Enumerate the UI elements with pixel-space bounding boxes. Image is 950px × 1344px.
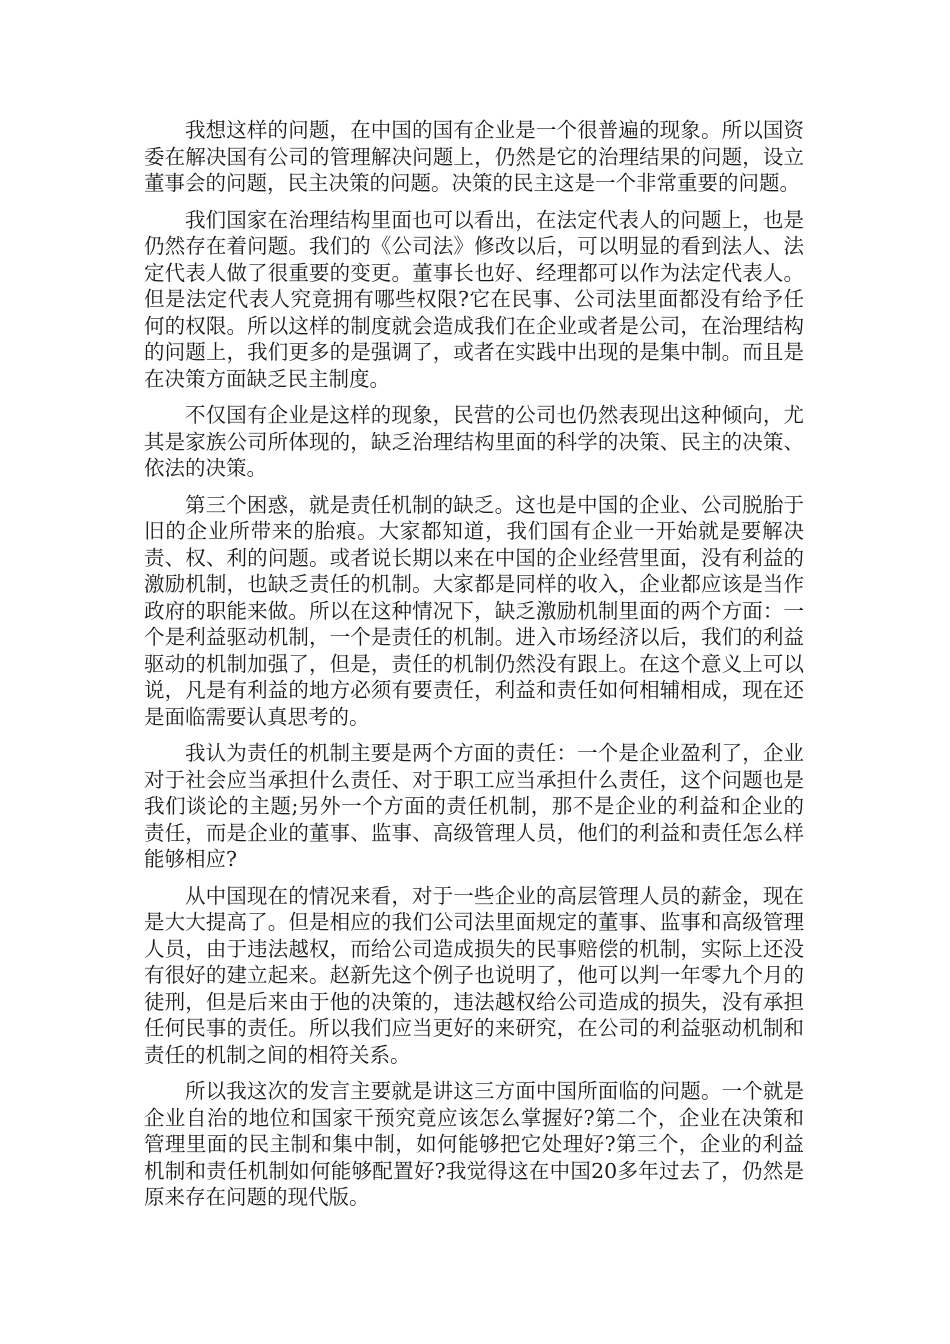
- paragraph-2: 我们国家在治理结构里面也可以看出，在法定代表人的问题上，也是仍然存在着问题。我们的《公司法》修改以后，可以明显的看到法人、法定代表人做了很重要的变更。董事长也好、经理都可以作为法定代表人。但是法定代表人究竟拥有哪些权限?它在民事、公司法里面都没有给予任何的权限。所以这样的制度就会造成我们在企业或者是公司，在治理结构的问题上，我们更多的是强调了，或者在实践中出现的是集中制。而且是在决策方面缺乏民主制度。: [144, 207, 804, 391]
- paragraph-3: 不仅国有企业是这样的现象，民营的公司也仍然表现出这种倾向，尤其是家族公司所体现的，缺乏治理结构里面的科学的决策、民主的决策、依法的决策。: [144, 403, 804, 480]
- paragraph-7: 所以我这次的发言主要就是讲这三方面中国所面临的问题。一个就是企业自治的地位和国家干预究竟应该怎么掌握好?第二个，企业在决策和管理里面的民主制和集中制，如何能够把它处理好?第三个，企业的利益机制和责任机制如何能够配置好?我觉得这在中国20多年过去了，仍然是原来存在问题的现代版。: [144, 1079, 804, 1209]
- paragraph-5: 我认为责任的机制主要是两个方面的责任：一个是企业盈利了，企业对于社会应当承担什么责任、对于职工应当承担什么责任，这个问题也是我们谈论的主题;另外一个方面的责任机制，那不是企业的利益和企业的责任，而是企业的董事、监事、高级管理人员，他们的利益和责任怎么样能够相应?: [144, 741, 804, 871]
- paragraph-4: 第三个困惑，就是责任机制的缺乏。这也是中国的企业、公司脱胎于旧的企业所带来的胎痕。大家都知道，我们国有企业一开始就是要解决责、权、利的问题。或者说长期以来在中国的企业经营里面，没有利益的激励机制，也缺乏责任的机制。大家都是同样的收入，企业都应该是当作政府的职能来做。所以在这种情况下，缺乏激励机制里面的两个方面：一个是利益驱动机制，一个是责任的机制。进入市场经济以后，我们的利益驱动的机制加强了，但是，责任的机制仍然没有跟上。在这个意义上可以说，凡是有利益的地方必须有要责任，利益和责任如何相辅相成，现在还是面临需要认真思考的。: [144, 492, 804, 729]
- paragraph-1: 我想这样的问题，在中国的国有企业是一个很普遍的现象。所以国资委在解决国有公司的管理解决问题上，仍然是它的治理结果的问题，设立董事会的问题，民主决策的问题。决策的民主这是一个非常重要的问题。: [144, 118, 804, 195]
- paragraph-6: 从中国现在的情况来看，对于一些企业的高层管理人员的薪金，现在是大大提高了。但是相应的我们公司法里面规定的董事、监事和高级管理人员，由于违法越权，而给公司造成损失的民事赔偿的机制，实际上还没有很好的建立起来。赵新先这个例子也说明了，他可以判一年零九个月的徒刑，但是后来由于他的决策的，违法越权给公司造成的损失，没有承担任何民事的责任。所以我们应当更好的来研究，在公司的利益驱动机制和责任的机制之间的相符关系。: [144, 883, 804, 1067]
- document-body: [144, 117, 804, 1221]
